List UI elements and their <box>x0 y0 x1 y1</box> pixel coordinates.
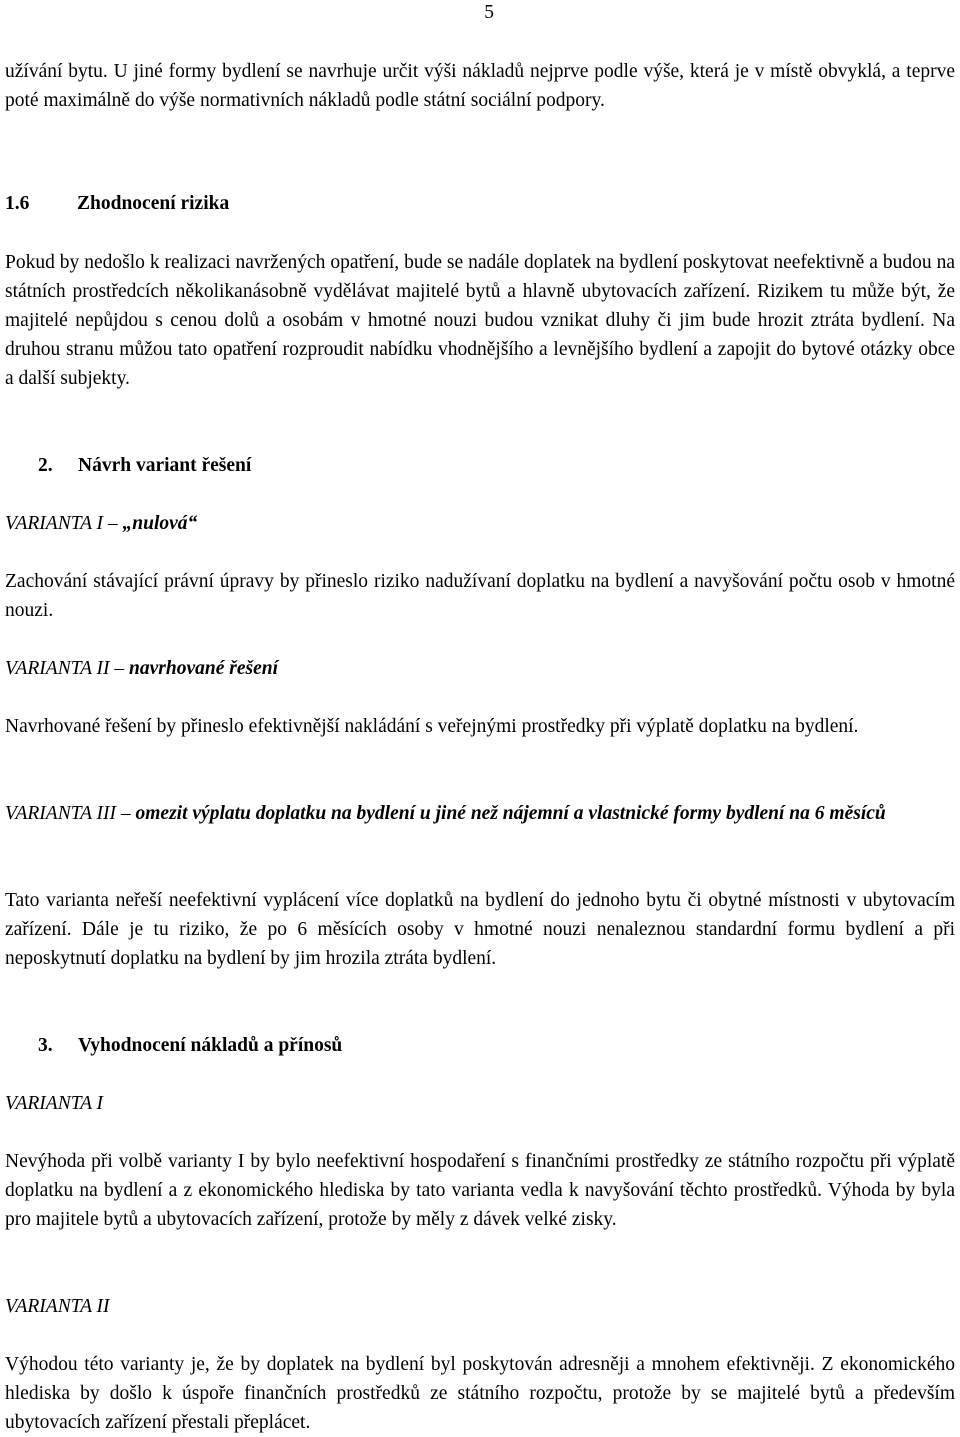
variant-1-paragraph <box>5 567 955 625</box>
variant-2-heading <box>5 654 955 683</box>
variant-emphasis: „nulová“ <box>122 513 198 534</box>
variant-label: VARIANTA II <box>5 1296 110 1317</box>
section-1-6-paragraph <box>5 248 955 393</box>
section-3-heading <box>5 1031 960 1060</box>
section-title: Návrh variant řešení <box>78 455 252 476</box>
variant-3-heading <box>5 799 955 828</box>
page-number: 5 <box>484 2 494 23</box>
paragraph-text: Navrhované řešení by přineslo efektivnější nakládání s veřejnými prostředky při výplatě doplatku na bydlení. <box>5 716 859 737</box>
intro-text: užívání bytu. U jiné formy bydlení se navrhuje určit výši nákladů nejprve podle výše, která je v místě obvyklá, a teprve poté maximálně do výše normativních nákladů podle státní sociální podpory. <box>5 61 955 111</box>
evaluation-variant-2-paragraph <box>5 1350 955 1437</box>
section-number: 3. <box>38 1035 53 1056</box>
paragraph-text: Zachování stávající právní úpravy by přineslo riziko nadužívaní doplatku na bydlení a navyšování počtu osob v hmotné nouzi. <box>5 571 955 621</box>
paragraph-text: Výhodou této varianty je, že by doplatek na bydlení byl poskytován adresněji a mnohem efektivněji. Z ekonomického hlediska by došlo k úspoře finančních prostředků ze státního rozpočtu, protože by se majitelé bytů a především ubytovacích zařízení přestali přeplácet. <box>5 1354 955 1433</box>
variant-label: VARIANTA II – <box>5 658 130 679</box>
variant-label: VARIANTA I <box>5 1093 104 1114</box>
evaluation-variant-2-heading <box>5 1292 955 1321</box>
section-number: 2. <box>38 455 53 476</box>
section-1-6-heading <box>5 189 955 218</box>
section-number: 1.6 <box>5 193 30 214</box>
section-title: Zhodnocení rizika <box>77 193 230 214</box>
section-title: Vyhodnocení nákladů a přínosů <box>78 1035 343 1056</box>
evaluation-variant-1-heading <box>5 1089 955 1118</box>
variant-label: VARIANTA III – <box>5 803 136 824</box>
variant-3-paragraph <box>5 886 955 973</box>
variant-2-paragraph <box>5 712 955 741</box>
evaluation-variant-1-paragraph <box>5 1147 955 1234</box>
variant-emphasis: omezit výplatu doplatku na bydlení u jiné než nájemní a vlastnické formy bydlení na 6 měsíců <box>135 803 886 824</box>
paragraph-text: Tato varianta neřeší neefektivní vyplácení více doplatků na bydlení do jednoho bytu či obytné místnosti v ubytovacím zařízení. Dále je tu riziko, že po 6 měsících osoby v hmotné nouzi nenaleznou standardní formu bydlení a při neposkytnutí doplatku na bydlení by jim hrozila ztráta bydlení. <box>5 890 955 969</box>
variant-1-heading <box>5 509 955 538</box>
variant-emphasis: navrhované řešení <box>129 658 278 679</box>
paragraph-text: Nevýhoda při volbě varianty I by bylo neefektivní hospodaření s finančními prostředky ze státního rozpočtu při výplatě doplatku na bydlení a z ekonomického hlediska by tato varianta vedla k navyšování těchto prostředků. Výhoda by byla pro majitele bytů a ubytovacích zařízení, protože by měly z dávek velké zisky. <box>5 1151 955 1230</box>
section-2-heading <box>5 451 960 480</box>
variant-label: VARIANTA I – <box>5 513 123 534</box>
intro-paragraph <box>5 57 955 115</box>
paragraph-text: Pokud by nedošlo k realizaci navržených opatření, bude se nadále doplatek na bydlení poskytovat neefektivně a budou na státních prostředcích několikanásobně vydělávat majitelé bytů a hlavně ubytovacích zařízení. Rizikem tu může být, že majitelé nepůjdou s cenou dolů a osobám v hmotné nouzi budou vznikat dluhy či jim bude hrozit ztráta bydlení. Na druhou stranu můžou tato opatření rozproudit nabídku vhodnějšího a levnějšího bydlení a zapojit do bytové otázky obce a další subjekty. <box>5 252 955 389</box>
